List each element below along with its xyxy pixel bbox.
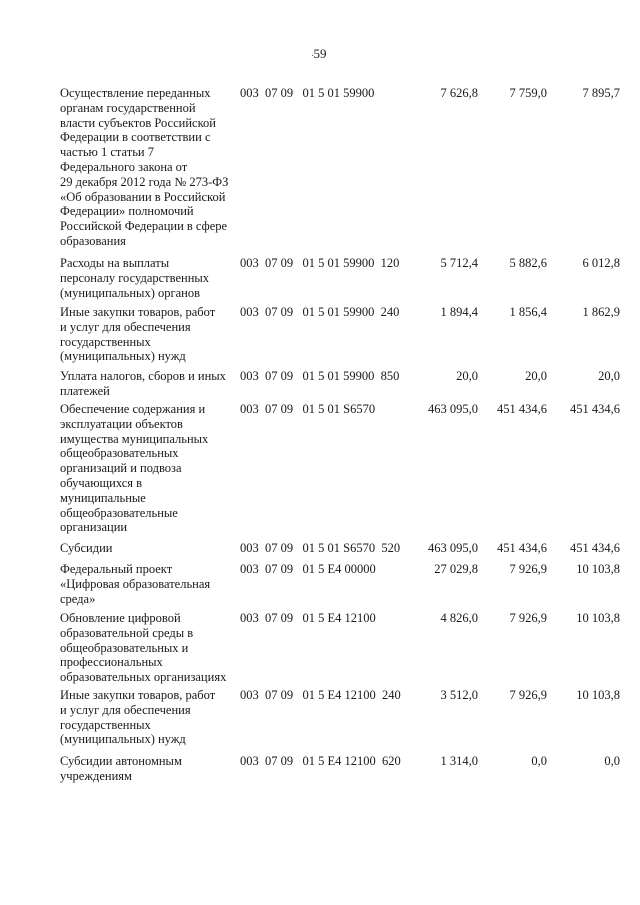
row-description: Осуществление переданных органам государственной власти субъектов Российской Федерации в соответствии с частью 1 статьи 7 Федерального закона от 29 декабря 2012 года № 273-ФЗ «Об образовании в Российской Федерации» полномочий Российской Федерации в сфере образования — [60, 86, 229, 248]
row-code: 003 07 09 01 5 01 59900 120 — [240, 256, 400, 270]
page-number: 59 — [313, 46, 327, 61]
row-amount-1: 463 095,0 — [428, 402, 478, 416]
row-amount-1: 5 712,4 — [440, 256, 478, 270]
row-amount-1: 1 314,0 — [440, 754, 478, 768]
row-amount-2: 7 926,9 — [509, 611, 547, 625]
row-amount-3: 7 895,7 — [582, 86, 620, 100]
row-amount-1: 27 029,8 — [434, 562, 478, 576]
row-code: 003 07 09 01 5 01 S6570 — [240, 402, 376, 416]
row-amount-3: 10 103,8 — [576, 688, 620, 702]
row-amount-1: 463 095,0 — [428, 541, 478, 555]
row-code: 003 07 09 01 5 01 59900 850 — [240, 369, 400, 383]
row-amount-3: 451 434,6 — [570, 402, 620, 416]
row-amount-3: 0,0 — [604, 754, 620, 768]
row-amount-1: 4 826,0 — [440, 611, 478, 625]
row-description: Расходы на выплаты персоналу государственных (муниципальных) органов — [60, 256, 210, 300]
row-amount-1: 3 512,0 — [440, 688, 478, 702]
row-code: 003 07 09 01 5 01 59900 240 — [240, 305, 400, 319]
row-description: Уплата налогов, сборов и иных платежей — [60, 369, 226, 398]
row-code: 003 07 09 01 5 E4 12100 240 — [240, 688, 401, 702]
row-amount-2: 7 759,0 — [509, 86, 547, 100]
row-description: Иные закупки товаров, работ и услуг для обеспечения государственных (муниципальных) нужд — [60, 305, 216, 364]
row-description: Иные закупки товаров, работ и услуг для обеспечения государственных (муниципальных) нужд — [60, 688, 216, 747]
row-amount-2: 20,0 — [525, 369, 547, 383]
row-description: Федеральный проект «Цифровая образовательная среда» — [60, 562, 211, 606]
row-description: Обновление цифровой образовательной среды в общеобразовательных и профессиональных образовательных организациях — [60, 611, 227, 685]
row-amount-3: 10 103,8 — [576, 562, 620, 576]
row-amount-3: 451 434,6 — [570, 541, 620, 555]
row-amount-2: 7 926,9 — [509, 688, 547, 702]
row-code: 003 07 09 01 5 01 S6570 520 — [240, 541, 401, 555]
row-amount-3: 1 862,9 — [582, 305, 620, 319]
row-amount-1: 20,0 — [456, 369, 478, 383]
row-amount-1: 1 894,4 — [440, 305, 478, 319]
row-amount-2: 451 434,6 — [497, 402, 547, 416]
row-amount-3: 6 012,8 — [582, 256, 620, 270]
row-amount-2: 0,0 — [531, 754, 547, 768]
row-description: Субсидии автономным учреждениям — [60, 754, 182, 783]
row-amount-3: 20,0 — [598, 369, 620, 383]
row-amount-2: 451 434,6 — [497, 541, 547, 555]
row-description: Субсидии — [60, 541, 113, 555]
row-code: 003 07 09 01 5 E4 12100 620 — [240, 754, 401, 768]
row-amount-3: 10 103,8 — [576, 611, 620, 625]
row-code: 003 07 09 01 5 E4 00000 — [240, 562, 376, 576]
row-amount-2: 5 882,6 — [509, 256, 547, 270]
row-amount-2: 1 856,4 — [509, 305, 547, 319]
row-amount-2: 7 926,9 — [509, 562, 547, 576]
row-code: 003 07 09 01 5 E4 12100 — [240, 611, 376, 625]
row-amount-1: 7 626,8 — [440, 86, 478, 100]
row-code: 003 07 09 01 5 01 59900 — [240, 86, 375, 100]
row-description: Обеспечение содержания и эксплуатации объектов имущества муниципальных общеобразовательных организаций и подвоза обучающихся в муниципальные общеобразовательные организации — [60, 402, 209, 535]
page-dot: · — [311, 51, 315, 62]
